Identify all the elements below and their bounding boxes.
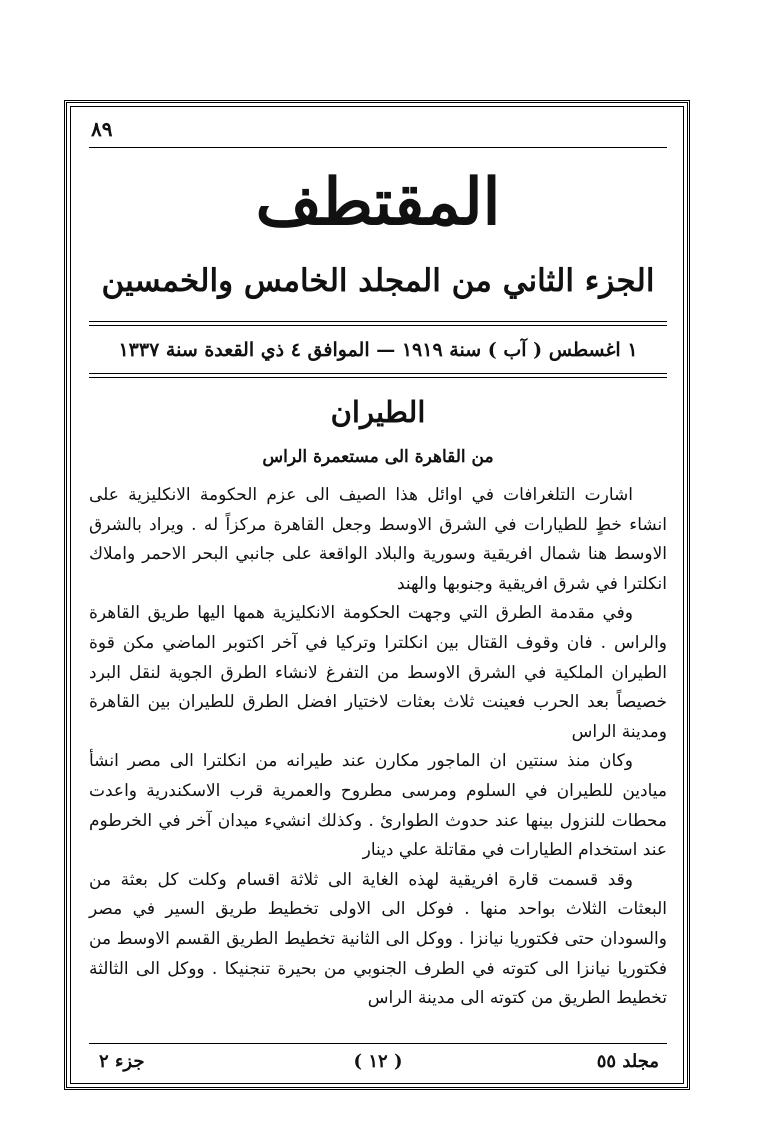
article-title: الطيران <box>330 395 426 429</box>
page-frame <box>64 100 690 1090</box>
paragraph: وقد قسمت قارة افريقية لهذه الغاية الى ثلاثة اقسام وكلت كل بعثة من البعثات الثلاث بواحد منها . فوكل الى الاولى تخطيط طريق السير في مصر والسودان حتى فكتوريا نيانزا . ووكل الى الثانية تخطيط الطريق القسم الاوسط من فكتوريا نيانزا الى كتوته في الطرف الجنوبي من بحيرة تنجنيكا . ووكل الى الثالثة تخطيط الطريق من كتوته الى مدينة الراس <box>89 869 667 1009</box>
rule-above-date-double <box>89 325 667 326</box>
volume-line: الجزء الثاني من المجلد الخامس والخمسين <box>101 263 655 299</box>
article-body <box>89 481 667 1014</box>
rule-above-date <box>89 321 667 322</box>
signature-number: ( ١٢ ) <box>353 1051 403 1072</box>
paragraph: وفي مقدمة الطرق التي وجهت الحكومة الانكليزية همها اليها طريق القاهرة والراس . فان وقوف القتال بين انكلترا وتركيا في آخر اكتوبر الماضي مكن قوة الطيران الملكية في الشرق الاوسط من التفرغ لانشاء الطرق الجوية لنقل البرد خصيصاً بعد الحرب فعينت ثلاث بعثات لاختيار افضل الطرق للطيران بين القاهرة ومدينة الراس <box>89 603 667 742</box>
rule-below-date <box>89 373 667 374</box>
article-subtitle: من القاهرة الى مستعمرة الراس <box>262 447 494 467</box>
page-number: ٨٩ <box>91 117 113 141</box>
page-content <box>89 103 667 1087</box>
top-rule <box>89 147 667 148</box>
paragraph: اشارت التلغرافات في اوائل هذا الصيف الى عزم الحكومة الانكليزية على انشاء خطٍ للطيارات في الشرق الاوسط وجعل القاهرة مركزاً له . ويراد بالشرق الاوسط هنا شمال افريقية وسورية والبلاد الواقعة على جانبي البحر الاحمر واملاك انكلترا في شرق افريقية وجنوبها والهند <box>89 485 667 594</box>
footer-rule <box>89 1043 667 1044</box>
footer-part: جزء ٢ <box>99 1051 145 1072</box>
date-line: ١ اغسطس ( آب ) سنة ١٩١٩ — الموافق ٤ ذي القعدة سنة ١٣٣٧ <box>118 339 638 361</box>
paragraph: وكان منذ سنتين ان الماجور مكارن عند طيرانه من انكلترا الى مصر انشأ ميادين للطيران في السلوم ومرسى مطروح والعمرية قرب الاسكندرية واعدت محطات للنزول بينها عند حدوث الطوارئ . وكذلك انشيء ميدان آخر في الخرطوم عند استخدام الطيارات في مقاتلة علي دينار <box>89 751 667 861</box>
masthead-title: المقتطف <box>255 165 501 240</box>
footer-volume: مجلد ٥٥ <box>596 1051 659 1072</box>
rule-below-date-double <box>89 377 667 378</box>
